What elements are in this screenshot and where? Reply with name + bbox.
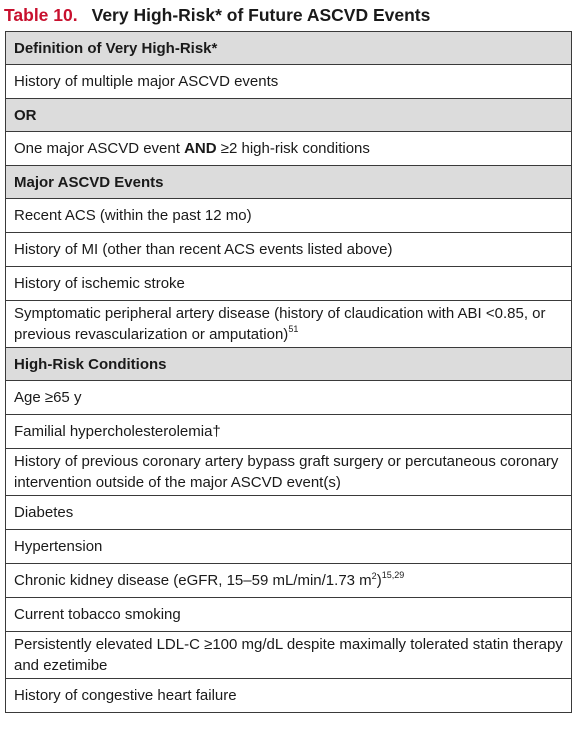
section-header-major-events xyxy=(6,166,572,199)
cell-text: ) xyxy=(376,572,382,589)
risk-table xyxy=(5,31,572,713)
table-cell: Age ≥65 y xyxy=(6,381,572,415)
section-header-label: Definition of Very High-Risk* xyxy=(6,32,572,65)
table-cell: Diabetes xyxy=(6,496,572,530)
table-row xyxy=(6,267,572,301)
table-row xyxy=(6,679,572,713)
reference-superscript: 15,29 xyxy=(381,570,405,580)
table-cell: History of MI (other than recent ACS events listed above) xyxy=(6,233,572,267)
or-row xyxy=(6,99,572,132)
table-row xyxy=(6,496,572,530)
table-cell xyxy=(6,564,572,598)
table-title xyxy=(0,0,576,30)
or-label: OR xyxy=(6,99,572,132)
table-cell: Persistently elevated LDL-C ≥100 mg/dL despite maximally tolerated statin therapy and ezetimibe xyxy=(6,632,572,679)
reference-superscript: 51 xyxy=(288,324,299,334)
table-row xyxy=(6,598,572,632)
table-row xyxy=(6,233,572,267)
table-cell: Recent ACS (within the past 12 mo) xyxy=(6,199,572,233)
section-header-high-risk xyxy=(6,348,572,381)
table-row xyxy=(6,415,572,449)
table-row xyxy=(6,301,572,348)
table-title-text: Very High-Risk* of Future ASCVD Events xyxy=(91,4,431,25)
table-row xyxy=(6,132,572,166)
cell-text: Chronic kidney disease (eGFR, 15–59 mL/min/1.73 m xyxy=(14,572,372,589)
section-header-definition xyxy=(6,32,572,65)
squared-superscript: 2 xyxy=(371,571,377,581)
table-cell: Current tobacco smoking xyxy=(6,598,572,632)
table-row xyxy=(6,449,572,496)
section-header-label: Major ASCVD Events xyxy=(6,166,572,199)
table-cell: Familial hypercholesterolemia† xyxy=(6,415,572,449)
table-cell xyxy=(6,301,572,348)
table-cell: History of previous coronary artery bypass graft surgery or percutaneous coronary intervention outside of the major ASCVD event(s) xyxy=(6,449,572,496)
table-cell xyxy=(6,132,572,166)
section-header-label: High-Risk Conditions xyxy=(6,348,572,381)
table-cell: History of ischemic stroke xyxy=(6,267,572,301)
table-row xyxy=(6,530,572,564)
table-number: Table 10. xyxy=(4,4,78,25)
table-cell: History of congestive heart failure xyxy=(6,679,572,713)
table-row xyxy=(6,381,572,415)
and-keyword: AND xyxy=(184,140,217,157)
table-cell: History of multiple major ASCVD events xyxy=(6,65,572,99)
table-cell: Hypertension xyxy=(6,530,572,564)
cell-text: Symptomatic peripheral artery disease (history of claudication with ABI <0.85, or previous revascularization or amputation) xyxy=(14,305,546,343)
table-row xyxy=(6,564,572,598)
cell-text: ≥2 high-risk conditions xyxy=(216,140,370,157)
table-row xyxy=(6,199,572,233)
table-row xyxy=(6,65,572,99)
cell-text: One major ASCVD event xyxy=(14,140,185,157)
table-row xyxy=(6,632,572,679)
